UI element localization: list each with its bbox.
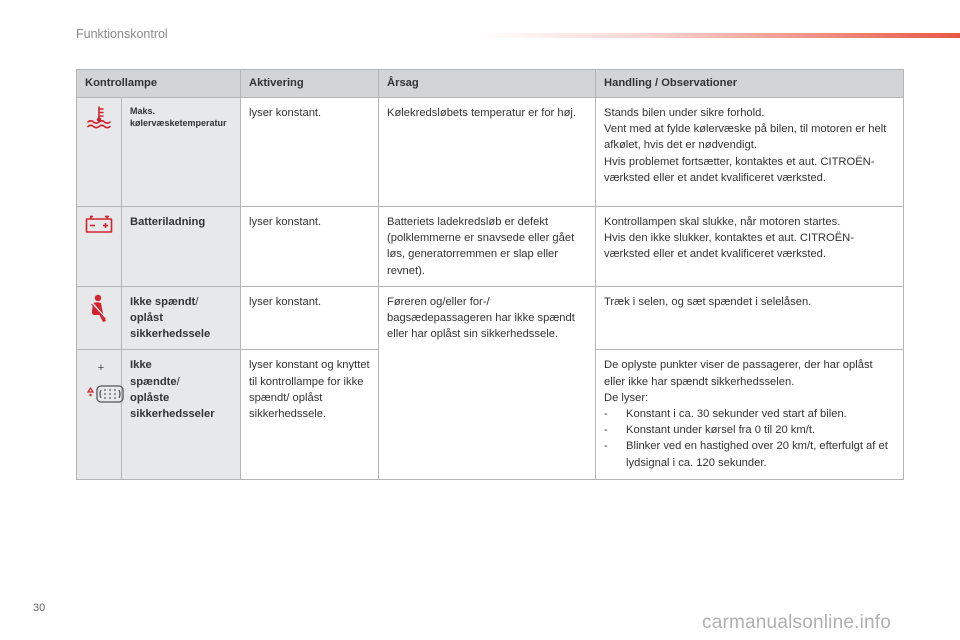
column-header: Årsag (379, 70, 596, 98)
lamp-name: Ikke spændt/ oplåst sikkerhedssele (122, 286, 241, 350)
table-row (77, 98, 904, 207)
seatbelt-icon (88, 294, 110, 329)
list-item: - Konstant i ca. 30 sekunder ved start af bilen. (604, 406, 895, 422)
action-cell (596, 350, 904, 480)
cause-cell: Kølekredsløbets temperatur er for høj. (379, 98, 596, 207)
activation-cell: lyser konstant. (241, 207, 379, 287)
column-header: Handling / Observationer (596, 70, 904, 98)
lamp-name: Ikke spændte/ oplåste sikkerhedsseler (122, 350, 241, 480)
icon-cell (77, 207, 122, 287)
action-text: Kontrollampen skal slukke, når motoren startes. (604, 216, 841, 228)
action-list (604, 406, 895, 471)
action-text: Stands bilen under sikre forhold. (604, 107, 765, 119)
column-header: Aktivering (241, 70, 379, 98)
activation-cell: lyser konstant og knyttet til kontrollampe for ikke spændt/ oplåst sikkerhedssele. (241, 350, 379, 480)
list-item: - Blinker ved en hastighed over 20 km/t, efterfulgt af et lydsignal i ca. 120 sekunder. (604, 438, 895, 470)
battery-icon (85, 214, 113, 239)
icon-cell (77, 350, 122, 480)
icon-cell (77, 286, 122, 350)
page-number: 30 (33, 602, 46, 614)
coolant-temperature-icon (86, 105, 112, 134)
plus-sign: + (97, 362, 105, 375)
table-row (77, 207, 904, 287)
section-title: Funktionskontrol (76, 27, 168, 41)
warning-lights-table (76, 69, 904, 480)
lamp-name: Batteriladning (122, 207, 241, 287)
action-text: De oplyste punkter viser de passagerer, der har oplåst eller ikke har spændt sikkerhedsselen. (604, 359, 873, 388)
action-cell (596, 207, 904, 287)
action-cell: Træk i selen, og sæt spændet i selelåsen. (596, 286, 904, 350)
column-header: Kontrollampe (77, 70, 241, 98)
list-item: - Konstant under kørsel fra 0 til 20 km/t. (604, 422, 895, 438)
action-text: Hvis den ikke slukker, kontaktes et aut. CITROËN-værksted eller et andet kvalificeret værksted. (604, 232, 854, 261)
icon-cell (77, 98, 122, 207)
action-cell (596, 98, 904, 207)
action-text: Vent med at fylde kølervæske på bilen, til motoren er helt afkølet, hvis det er nødvendigt. (604, 123, 887, 152)
table-header-row (77, 70, 904, 98)
watermark: carmanualsonline.info (702, 612, 892, 633)
activation-cell: lyser konstant. (241, 98, 379, 207)
activation-cell: lyser konstant. (241, 286, 379, 350)
cause-cell: Føreren og/eller for-/ bagsædepassageren har ikke spændt eller har oplåst sin sikkerhedssele. (379, 286, 596, 480)
lamp-name: Maks. kølervæsketemperatur (122, 98, 241, 207)
header-accent-bar (478, 33, 960, 38)
action-text: De lyser: (604, 391, 649, 404)
rear-seatbelt-display-icon (85, 384, 127, 409)
table-row (77, 286, 904, 350)
cause-cell: Batteriets ladekredsløb er defekt (polklemmerne er snavsede eller gået løs, generatorremmen er slap eller revnet). (379, 207, 596, 287)
action-text: Hvis problemet fortsætter, kontaktes et aut. CITROËN-værksted eller et andet kvalificeret værksted. (604, 155, 875, 184)
